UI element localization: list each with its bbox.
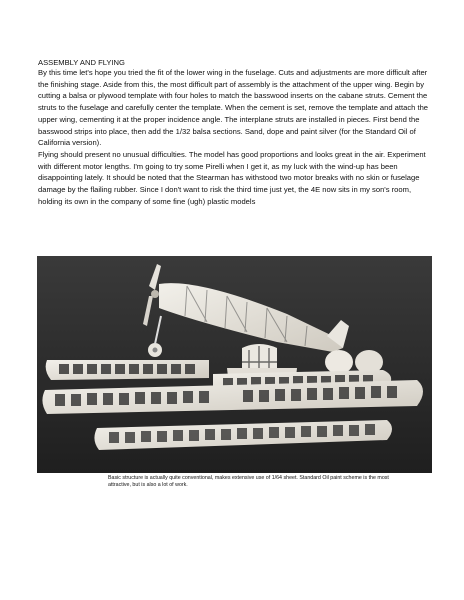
paragraph-flying: Flying should present no unusual difficulties. The model has good proportions and looks great in the air. Experiment with different motor lengths. I'm going to try some Pirelli when I get it, as my luck with the wind-up has been disappointing lately. It should be noted that the Stearman has withstood two motor breaks with no skin or fuselage damage by the flailing rubber. Since I don't want to risk the third time just yet, the 4E now sits in my son's room, holding its own in the company of some fine (ugh) plastic models bbox=[38, 149, 426, 206]
photo-illustration bbox=[37, 256, 432, 473]
photo-caption: Basic structure is actually quite conventional, makes extensive use of 1/64 sheet. Standard Oil paint scheme is the most attractive, but is also a lot of work. bbox=[108, 475, 389, 489]
wheel-pant-left bbox=[325, 350, 353, 374]
model-structure-photo bbox=[37, 256, 432, 473]
section-heading: ASSEMBLY AND FLYING bbox=[38, 58, 125, 67]
article-body bbox=[38, 67, 430, 207]
paragraph-assembly: By this time let's hope you tried the fit of the lower wing in the fuselage. Cuts and adjustments are more difficult after the finishing stage. Aside from this, the most difficult part of assembly is the attachment of the upper wing. Begin by cutting a balsa or plywood template with four holes to match the basswood inserts on the cabane struts. Cement the struts to the fuselage and carefully center the template. When the cement is set, remove the template and attach the upper wing, cementing it at the proper incidence angle. The interplane struts are installed in pieces. First bend the basswood strips into place, then add the 1/32 balsa sections. Sand, dope and paint silver (for the Standard Oil of California version). bbox=[38, 68, 429, 148]
upper-wing-left bbox=[46, 360, 209, 380]
